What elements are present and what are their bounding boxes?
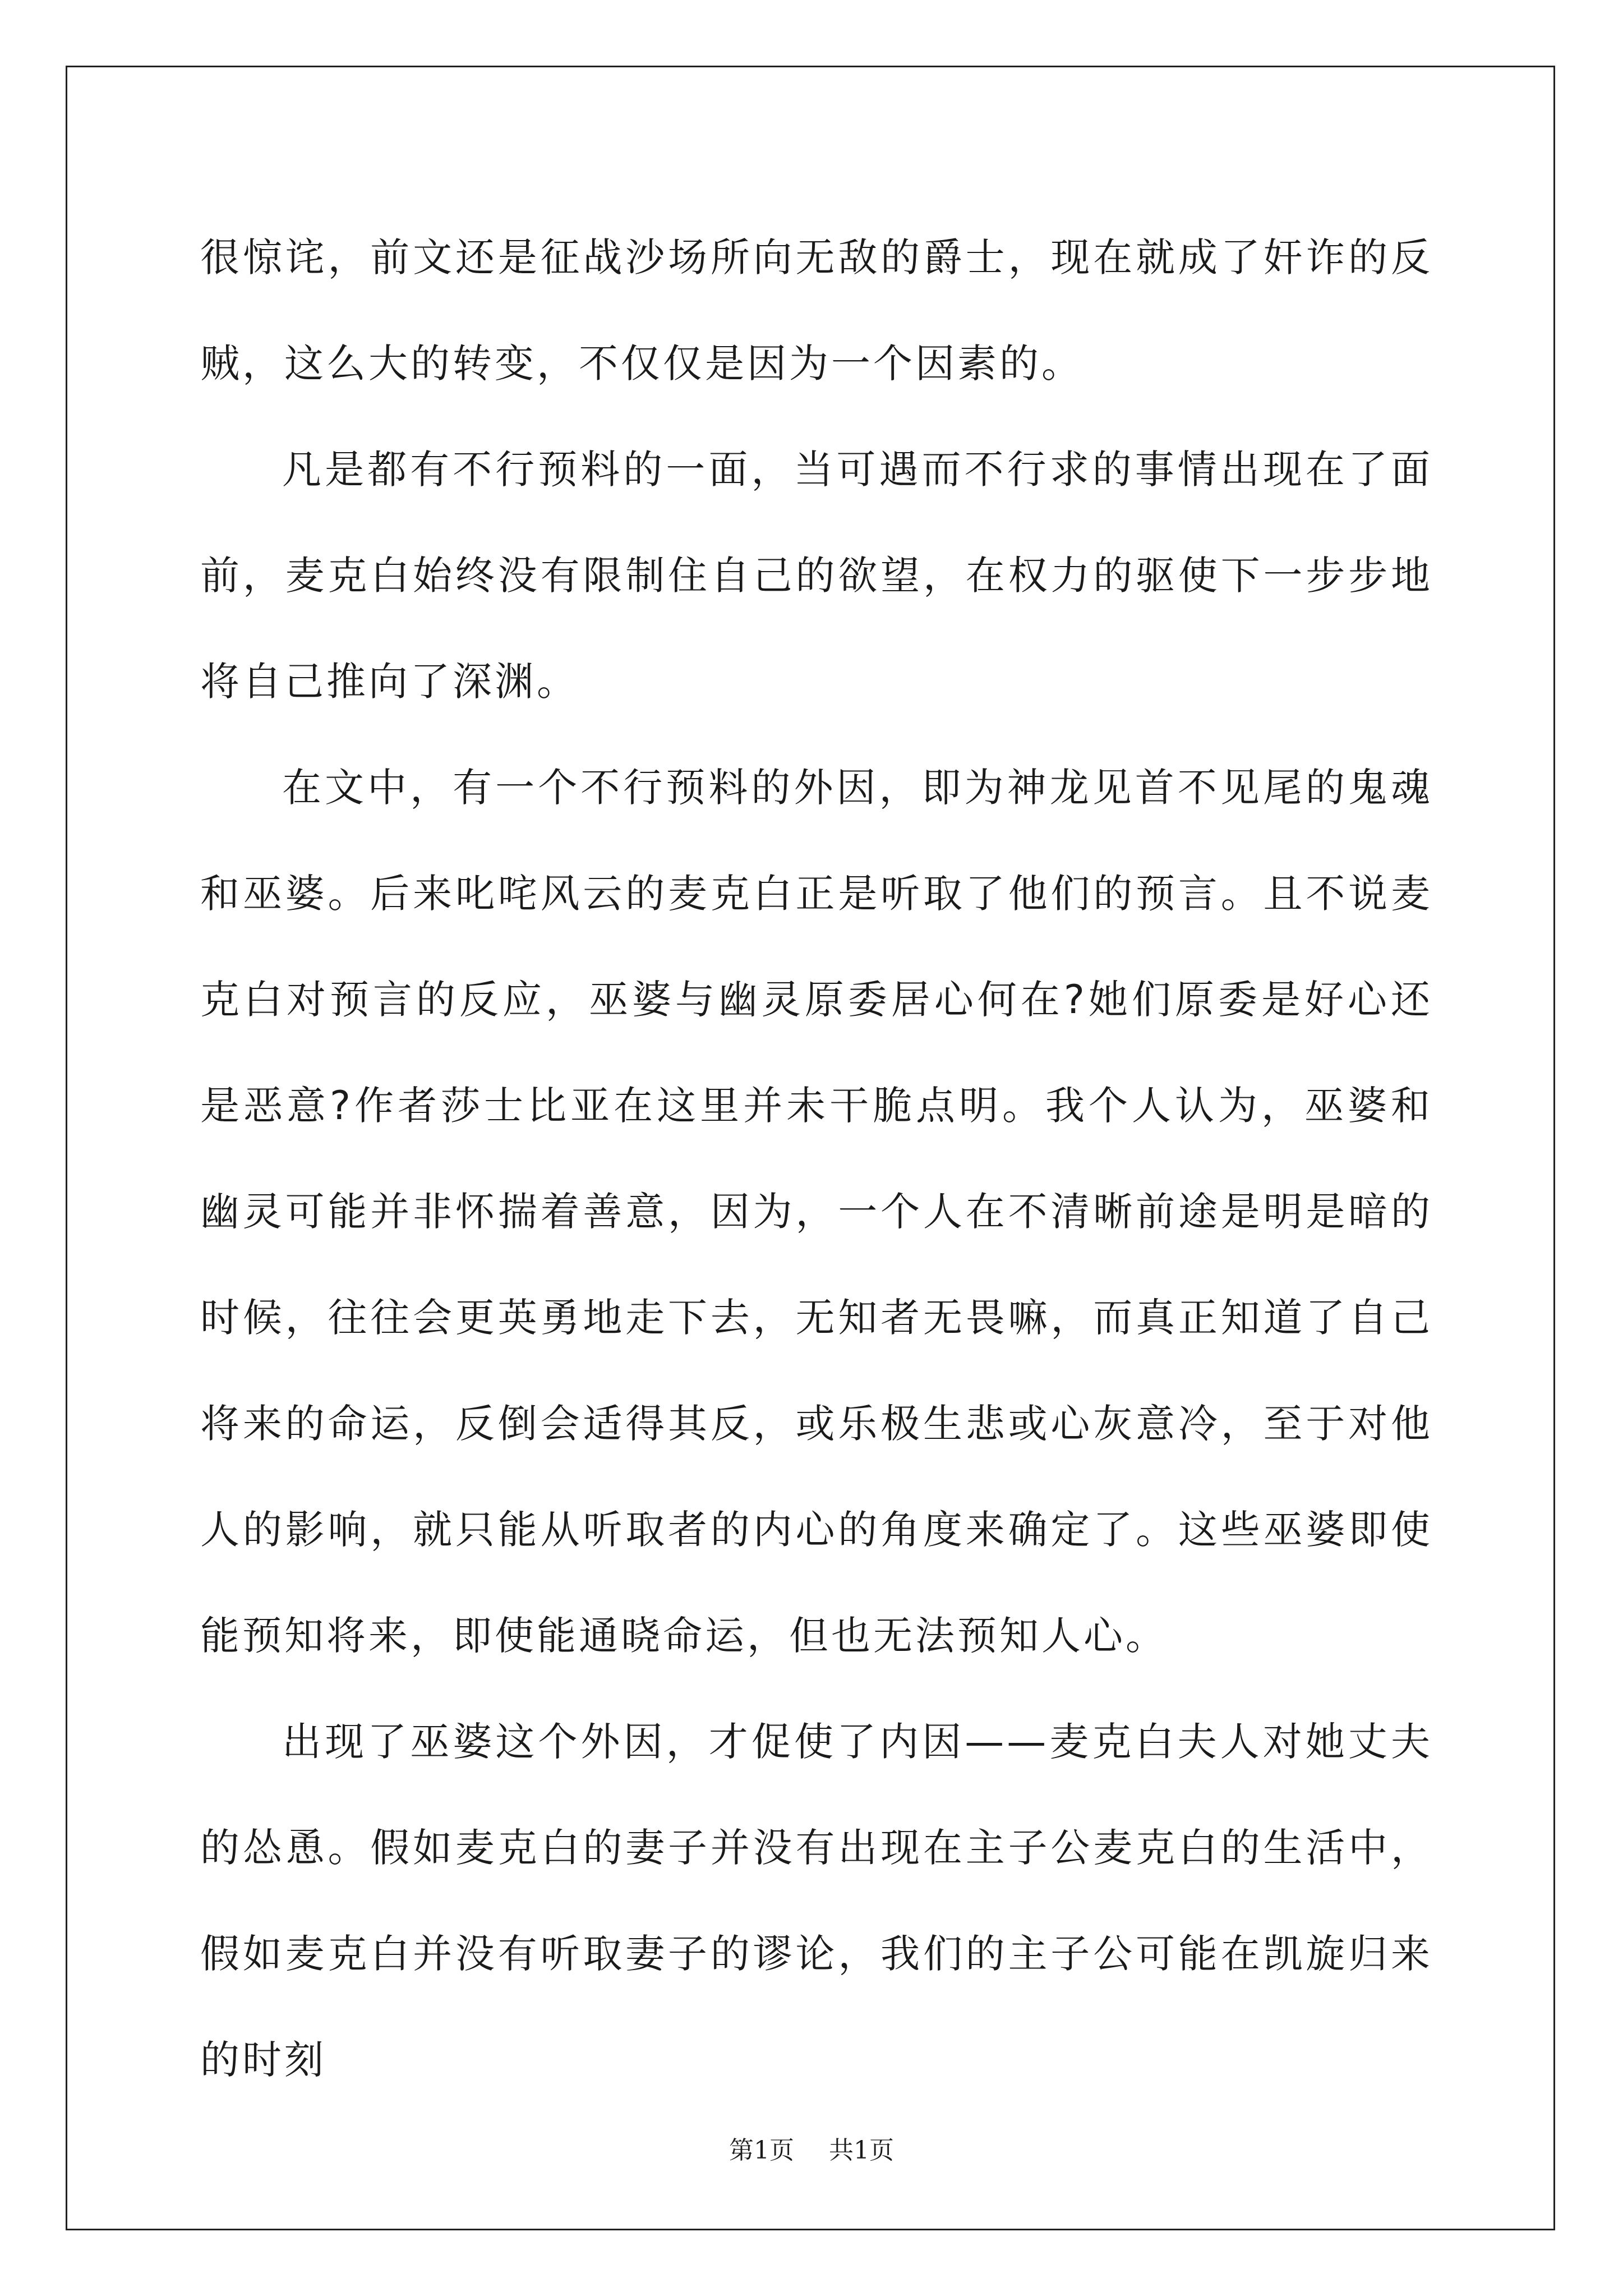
paragraph-2: 凡是都有不行预料的一面，当可遇而不行求的事情出现在了面前，麦克白始终没有限制住自己的欲望，在权力的驱使下一步步地将自己推向了深渊。 [200,447,1433,705]
page-number-total: 共1页 [829,2136,894,2165]
page-footer [0,2130,1623,2166]
document-body [200,205,1433,2113]
page-number-current: 第1页 [729,2136,794,2165]
paragraph-4: 出现了巫婆这个外因，才促使了内因——麦克白夫人对她丈夫的怂恿。假如麦克白的妻子并没有出现在主子公麦克白的生活中，假如麦克白并没有听取妻子的谬论，我们的主子公可能在凯旋归来的时刻 [200,1719,1433,2083]
paragraph-3: 在文中，有一个不行预料的外因，即为神龙见首不见尾的鬼魂和巫婆。后来叱咤风云的麦克白正是听取了他们的预言。且不说麦克白对预言的反应，巫婆与幽灵原委居心何在?她们原委是好心还是恶意?作者莎士比亚在这里并未干脆点明。我个人认为，巫婆和幽灵可能并非怀揣着善意，因为，一个人在不清晰前途是明是暗的时候，往往会更英勇地走下去，无知者无畏嘛，而真正知道了自己将来的命运，反倒会适得其反，或乐极生悲或心灰意冷，至于对他人的影响，就只能从听取者的内心的角度来确定了。这些巫婆即使能预知将来，即使能通晓命运，但也无法预知人心。 [200,765,1433,1659]
paragraph-1: 很惊诧，前文还是征战沙场所向无敌的爵士，现在就成了奸诈的反贼，这么大的转变，不仅仅是因为一个因素的。 [200,234,1433,386]
